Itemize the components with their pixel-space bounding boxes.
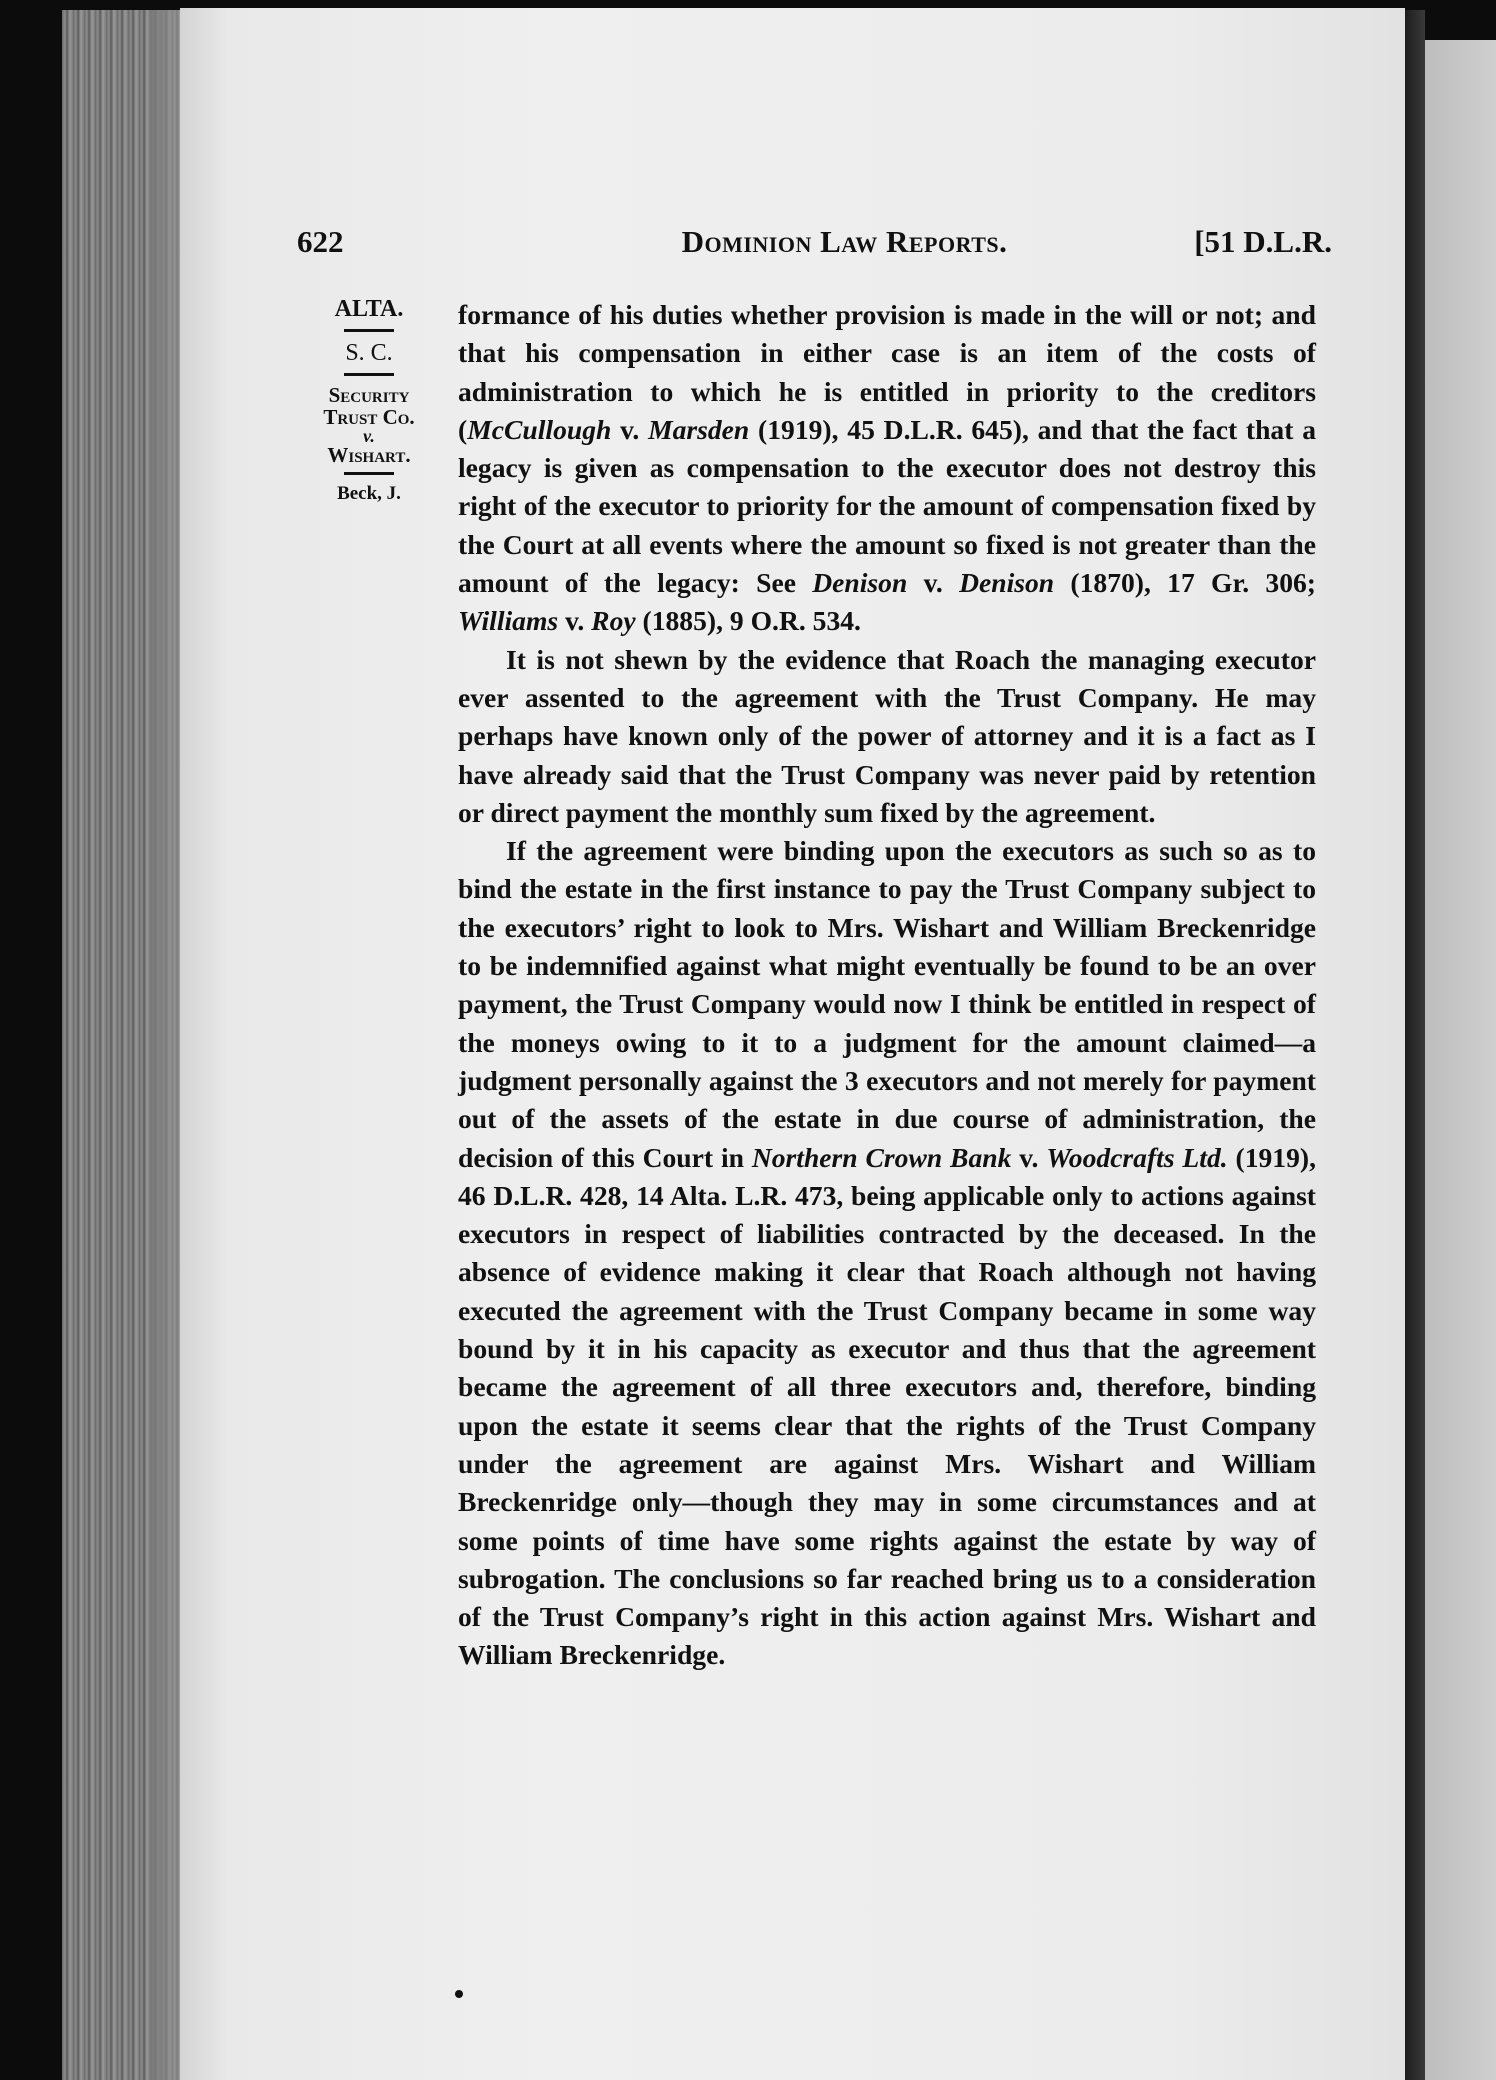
case-name: Woodcrafts Ltd. (1046, 1141, 1228, 1173)
page-number: 622 (297, 224, 344, 259)
case-name: Northern Crown Bank (751, 1141, 1012, 1173)
margin-notes (305, 296, 433, 505)
text-run: (1919), 45 D.L.R. 645), and that the fact that a legacy is given as compensation to the executor does not destroy this right of the executor to priority for the amount of compensation fixed by the Court at all events where the amount so fixed is not greater than the amount of the legacy: See (458, 413, 1316, 599)
margin-divider (344, 472, 394, 475)
text-run: (1885), 9 O.R. 534. (635, 605, 861, 637)
gutter-shadow (1405, 10, 1425, 2080)
case-name: Marsden (648, 413, 750, 445)
ink-speck (455, 1990, 463, 1998)
paragraph-2: It is not shewn by the evidence that Roach the managing executor ever assented to the agreement with the Trust Company. He may perhaps have known only of the power of attorney and it is a fact as I have already said that the Trust Company was never paid by retention or direct payment the monthly sum fixed by the agreement. (458, 643, 1316, 828)
text-run: If the agreement were binding upon the executors as such so as to bind the estate in the first instance to pay the Trust Company subject to the executors’ right to look to Mrs. Wishart and William Breckenridge to be indemnified against what might eventually be found to be an over payment, the Trust Company would now I think be entitled in respect of the moneys owing to it to a judgment for the amount claimed—a judgment personally against the 3 executors and not merely for payment out of the assets of the estate in due course of administration, the decision of this Court in (458, 835, 1316, 1173)
margin-note-defendant: Wishart. (327, 443, 411, 467)
volume-reference: [51 D.L.R. (1194, 224, 1332, 259)
margin-note-versus: v. (363, 426, 375, 446)
case-name: Williams (458, 605, 559, 637)
facing-page-edge (1425, 40, 1496, 2080)
margin-note-plaintiff-line1: Security (328, 383, 410, 407)
text-run: formance of his duties whether provision is made in the will or not; and that his compensation in either case is an item of the costs of administration to which he is entitled in priority to the creditors ( (458, 299, 1316, 445)
body-text (458, 296, 1316, 1675)
text-run: v. (611, 413, 649, 445)
case-name: McCullough (467, 413, 612, 445)
text-run: v. (1011, 1141, 1047, 1173)
margin-note-province: ALTA. (334, 296, 404, 322)
case-name: Denison (959, 567, 1055, 599)
journal-title: Dominion Law Reports. (681, 224, 1008, 259)
paragraph-3 (458, 832, 1316, 1675)
paragraph-1 (458, 296, 1316, 641)
margin-note-plaintiff-line2: Trust Co. (323, 405, 415, 429)
text-run: v. (558, 605, 592, 637)
case-name: Roy (591, 605, 636, 637)
text-run: (1870), 17 Gr. 306; (1054, 567, 1316, 599)
margin-divider (344, 329, 394, 332)
text-run: v. (907, 567, 960, 599)
margin-note-judge: Beck, J. (337, 483, 401, 504)
case-name: Denison (812, 567, 908, 599)
margin-note-court: S. C. (345, 340, 393, 366)
running-head (297, 224, 1332, 268)
margin-divider (344, 373, 394, 376)
text-run: (1919), 46 D.L.R. 428, 14 Alta. L.R. 473, being applicable only to actions against executors in respect of liabilities contracted by the deceased. In the absence of evidence making it clear that Roach although not having executed the agreement with the Trust Company became in some way bound by it in his capacity as executor and thus that the agreement became the agreement of all three executors and, therefore, binding upon the estate it seems clear that the rights of the Trust Company under the agreement are against Mrs. Wishart and William Breckenridge only—though they may in some circumstances and at some points of time have some rights against the estate by way of subrogation. The conclusions so far reached bring us to a consideration of the Trust Company’s right in this action against Mrs. Wishart and William Breckenridge. (458, 1141, 1316, 1671)
